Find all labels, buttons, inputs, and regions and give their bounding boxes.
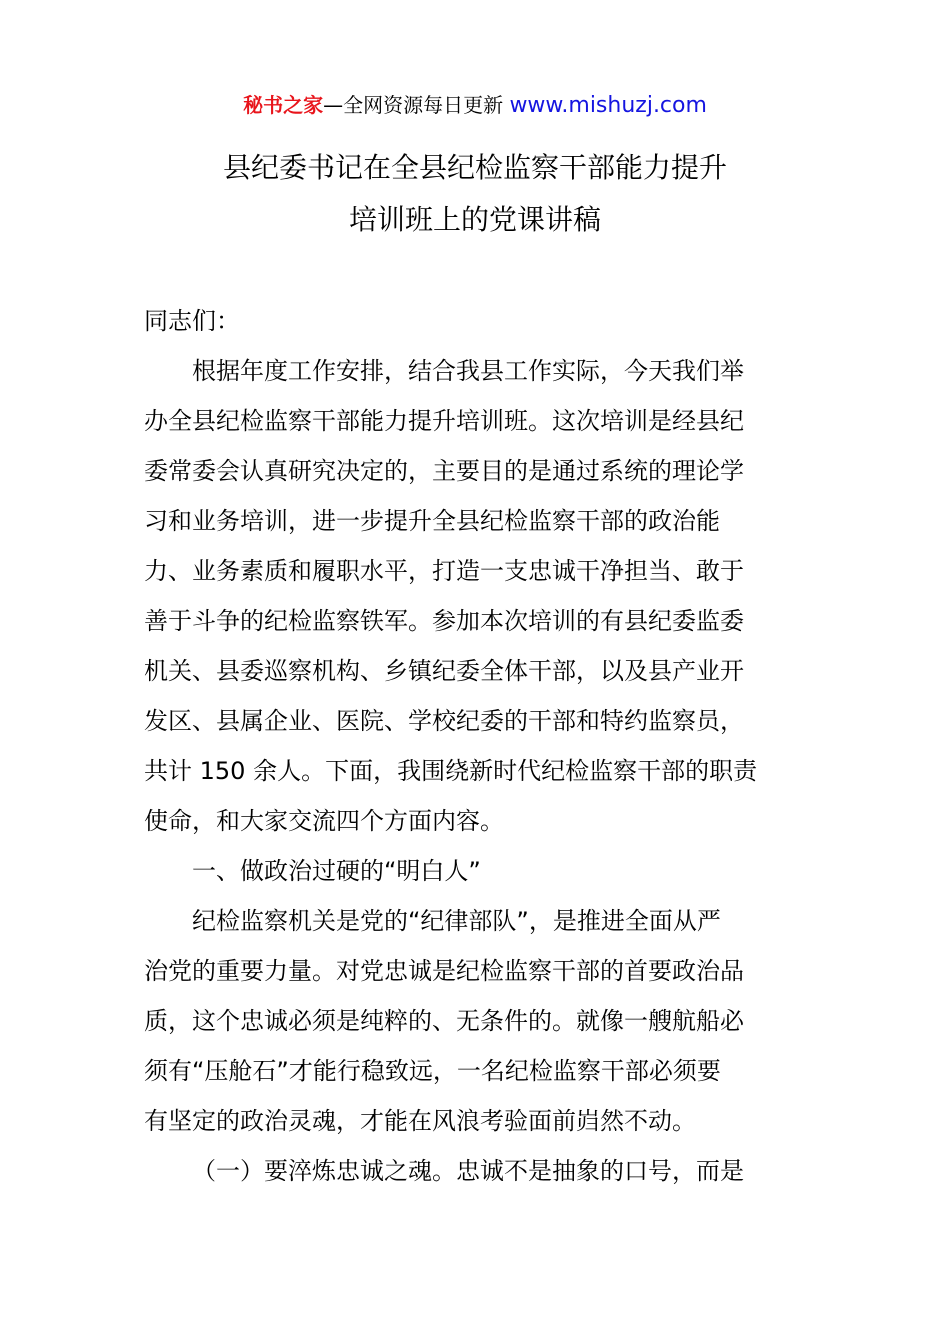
paragraph-line: 治党的重要力量。对党忠诚是纪检监察干部的首要政治品 xyxy=(144,957,744,985)
paragraph-line: 质，这个忠诚必须是纯粹的、无条件的。就像一艘航船必 xyxy=(144,1007,744,1035)
paragraph-line: 委常委会认真研究决定的，主要目的是通过系统的理论学 xyxy=(144,457,744,485)
salutation: 同志们： xyxy=(144,307,240,335)
paragraph-line: 善于斗争的纪检监察铁军。参加本次培训的有县纪委监委 xyxy=(144,607,744,635)
paragraph-line: 力、业务素质和履职水平，打造一支忠诚干净担当、敢于 xyxy=(144,557,744,585)
paragraph-line: 办全县纪检监察干部能力提升培训班。这次培训是经县纪 xyxy=(144,407,744,435)
site-url-link[interactable]: www.mishuzj.com xyxy=(509,93,707,118)
paragraph-line: 发区、县属企业、医院、学校纪委的干部和特约监察员， xyxy=(144,707,744,735)
section-heading-1: 一、做政治过硬的“明白人” xyxy=(192,857,481,885)
paragraph-line: 须有“压舱石”才能行稳致远，一名纪检监察干部必须要 xyxy=(144,1057,721,1085)
paragraph-line: 习和业务培训，进一步提升全县纪检监察干部的政治能 xyxy=(144,507,720,535)
paragraph-line: 有坚定的政治灵魂，才能在风浪考验面前岿然不动。 xyxy=(144,1107,696,1135)
paragraph-2 xyxy=(144,896,808,1146)
paragraph-line: 共计 150 余人。下面，我围绕新时代纪检监察干部的职责 xyxy=(144,757,758,785)
paragraph-line: 机关、县委巡察机构、乡镇纪委全体干部，以及县产业开 xyxy=(144,657,744,685)
paragraph-line: 使命，和大家交流四个方面内容。 xyxy=(144,807,504,835)
paragraph-line: 根据年度工作安排，结合我县工作实际，今天我们举 xyxy=(192,357,744,385)
paragraph-1 xyxy=(144,346,808,846)
brand-name: 秘书之家 xyxy=(243,93,324,117)
subsection-1-line: （一）要淬炼忠诚之魂。忠诚不是抽象的口号，而是 xyxy=(192,1157,744,1185)
header-tagline: —全网资源每日更新 xyxy=(323,93,510,117)
document-body xyxy=(144,296,808,1196)
site-header xyxy=(0,88,950,123)
document-title-line-2: 培训班上的党课讲稿 xyxy=(348,203,601,236)
document-title-line-1: 县纪委书记在全县纪检监察干部能力提升 xyxy=(222,151,727,184)
paragraph-line: 纪检监察机关是党的“纪律部队”，是推进全面从严 xyxy=(192,907,721,935)
